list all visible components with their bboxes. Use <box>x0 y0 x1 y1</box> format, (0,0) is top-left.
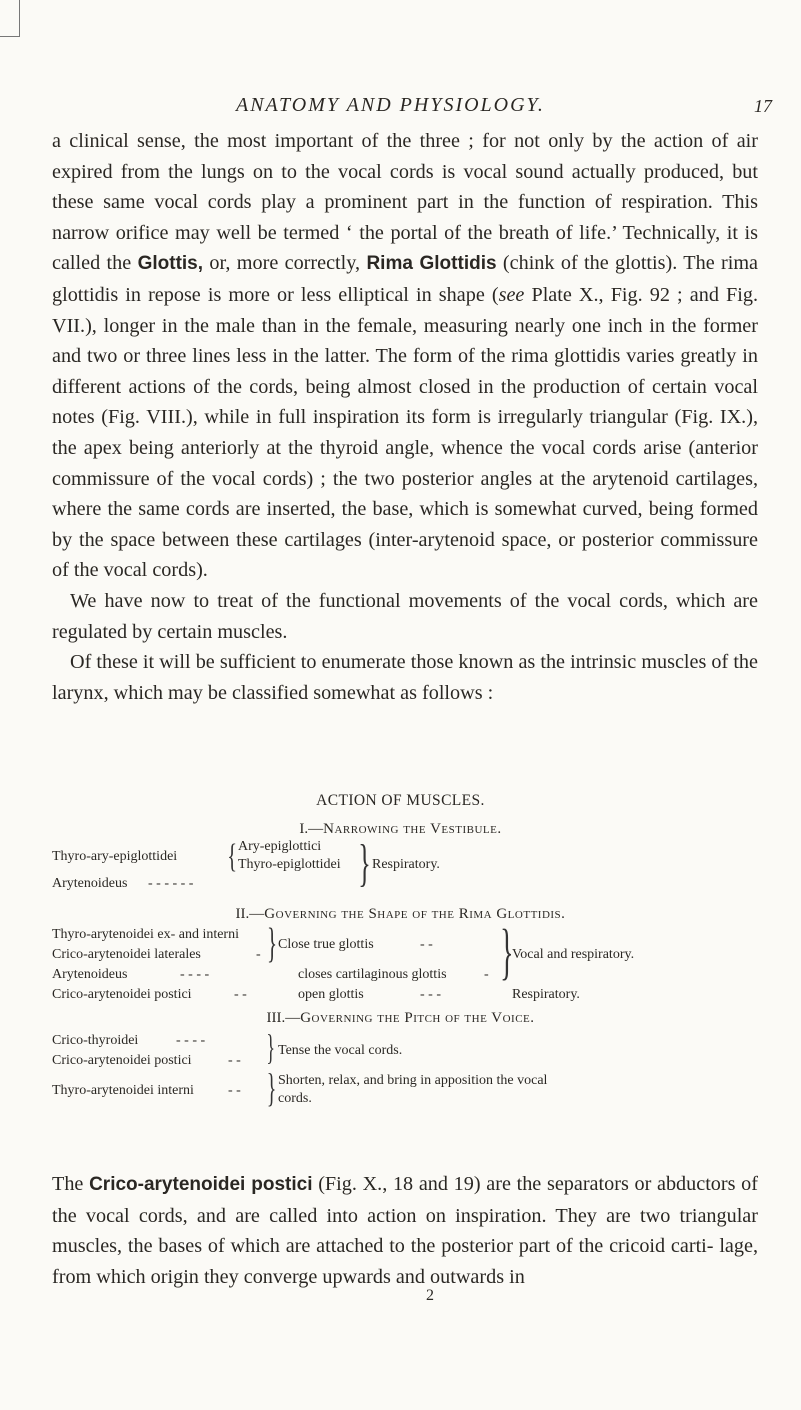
left-brace: { <box>227 838 238 875</box>
muscle-crico-arytenoidei-laterales: Crico-arytenoidei laterales <box>52 947 201 962</box>
muscle-thyro-arytenoidei-interni: Thyro-arytenoidei interni <box>52 1083 194 1098</box>
function-vocal-and-respiratory: Vocal and respiratory. <box>512 947 635 962</box>
right-brace: } <box>500 918 514 986</box>
muscle-crico-arytenoidei-postici: Crico-arytenoidei postici <box>52 1053 192 1068</box>
text-run: a clinical sense, the most important of the three ; for not only by the action of air expired from the lungs on to the vocal cords is vocal sound actually produced, but these same vocal cords play a prominent part in the function of respiration. This narrow orifice may well be termed ‘ the portal of the breath of life.’ Technically, it is called the <box>52 130 758 275</box>
text-run: or, more correctly, <box>203 252 367 275</box>
leader-dots: - - <box>228 1053 241 1068</box>
function-respiratory: Respiratory. <box>372 857 440 872</box>
section-title: Governing the Pitch of the Voice. <box>300 1010 535 1026</box>
submuscle-thyro-epiglottidei: Thyro-epiglottidei <box>238 857 341 872</box>
paragraph-crico-arytenoidei <box>52 1169 758 1292</box>
right-brace: } <box>266 1027 275 1067</box>
action-open-glottis: open glottis <box>298 987 364 1002</box>
crop-mark-vertical <box>19 0 20 36</box>
paragraph-glottis <box>52 126 758 586</box>
muscle-crico-thyroidei: Crico-thyroidei <box>52 1033 139 1048</box>
running-title: ANATOMY AND PHYSIOLOGY. <box>236 94 545 116</box>
action-close-true-glottis: Close true glottis <box>278 937 374 952</box>
right-brace: } <box>358 835 371 892</box>
leader-dots: - - <box>234 987 247 1002</box>
paragraph-intrinsic: Of these it will be sufficient to enumerate those known as the intrinsic muscles of the larynx, which may be classified somewhat as follows : <box>52 651 758 704</box>
section-number: III.— <box>266 1010 301 1026</box>
text-run: (chink of the glottis). The rima glottidis in repose is more or less elliptical in shape ( <box>52 252 759 306</box>
text-run: (Fig. X., 18 and 19) are the separators or abductors of the vocal cords, and are called into action on inspiration. They are two triangular muscles, the bases of which are attached to the posterior part of the cricoid carti- lage, from which origin they converge upwards and outwards in <box>52 1173 758 1288</box>
section-number: II.— <box>235 906 265 922</box>
action-tense-vocal-cords: Tense the vocal cords. <box>278 1043 403 1058</box>
submuscle-ary-epiglottici: Ary-epiglottici <box>238 839 322 854</box>
muscle-arytenoideus: Arytenoideus <box>52 876 128 891</box>
section-heading-1 <box>0 821 801 838</box>
term-glottis: Glottis, <box>137 253 204 275</box>
text-run: The <box>52 1173 90 1195</box>
muscle-thyro-arytenoidei: Thyro-arytenoidei ex- and interni <box>52 927 239 942</box>
section-number: I.— <box>299 821 324 837</box>
leader-dots: - - <box>228 1083 241 1098</box>
right-brace: } <box>267 921 278 967</box>
leader-dots: - - - - - - <box>148 876 194 891</box>
action-shorten-relax: Shorten, relax, and bring in apposition the vocal <box>278 1073 548 1088</box>
section-heading-3 <box>0 1010 801 1027</box>
leader-dots: - - - <box>420 987 441 1002</box>
action-shorten-relax-cont: cords. <box>278 1091 312 1106</box>
section-title: Governing the Shape of the Rima Glottidis. <box>264 906 566 922</box>
running-header <box>0 94 801 124</box>
signature-mark: 2 <box>426 1287 434 1304</box>
section-title: Narrowing the Vestibule. <box>323 821 502 837</box>
crop-mark-horizontal <box>0 36 20 37</box>
right-brace: } <box>266 1065 277 1110</box>
see-reference: see <box>498 283 525 306</box>
leader-dots: - - <box>420 937 433 952</box>
leader-dash: - <box>484 967 489 982</box>
paragraph-functional: We have now to treat of the functional movements of the vocal cords, which are regulated by certain muscles. <box>52 589 758 643</box>
table-title: ACTION OF MUSCLES. <box>316 792 485 809</box>
action-closes-cartilaginous-glottis: closes cartilaginous glottis <box>298 967 447 982</box>
function-respiratory: Respiratory. <box>512 987 580 1002</box>
body-text <box>52 126 758 708</box>
leader-dots: - - - - <box>176 1033 206 1048</box>
term-crico-arytenoidei-postici: Crico-arytenoidei postici <box>89 1174 313 1195</box>
section-heading-2 <box>0 906 801 923</box>
muscle-crico-arytenoidei-postici: Crico-arytenoidei postici <box>52 987 192 1002</box>
text-run: Plate X., Fig. 92 ; and Fig. VII.), longer in the male than in the female, measuring nearly one inch in the former and two or three lines less in the latter. The form of the rima glottidis varies greatly in different actions of the cords, being almost closed in the production of certain vocal notes (Fig. VIII.), while in full inspiration its form is irregularly triangular (Fig. IX.), the apex being anteriorly at the thyroid angle, whence the vocal cords arise (anterior commissure of the vocal cords) ; the two posterior angles at the arytenoid cartilages, where the same cords are inserted, the base, which is somewhat curved, being formed by the space between these cartilages (inter-arytenoid space, or posterior commissure of the vocal cords). <box>52 283 758 582</box>
muscle-arytenoideus: Arytenoideus <box>52 967 128 982</box>
leader-dots: - - - - <box>180 967 210 982</box>
leader-dash: - <box>256 947 261 962</box>
muscle-thyro-ary-epiglottidei: Thyro-ary-epiglottidei <box>52 849 178 864</box>
term-rima-glottidis: Rima Glottidis <box>366 253 497 275</box>
page-number: 17 <box>754 96 772 116</box>
